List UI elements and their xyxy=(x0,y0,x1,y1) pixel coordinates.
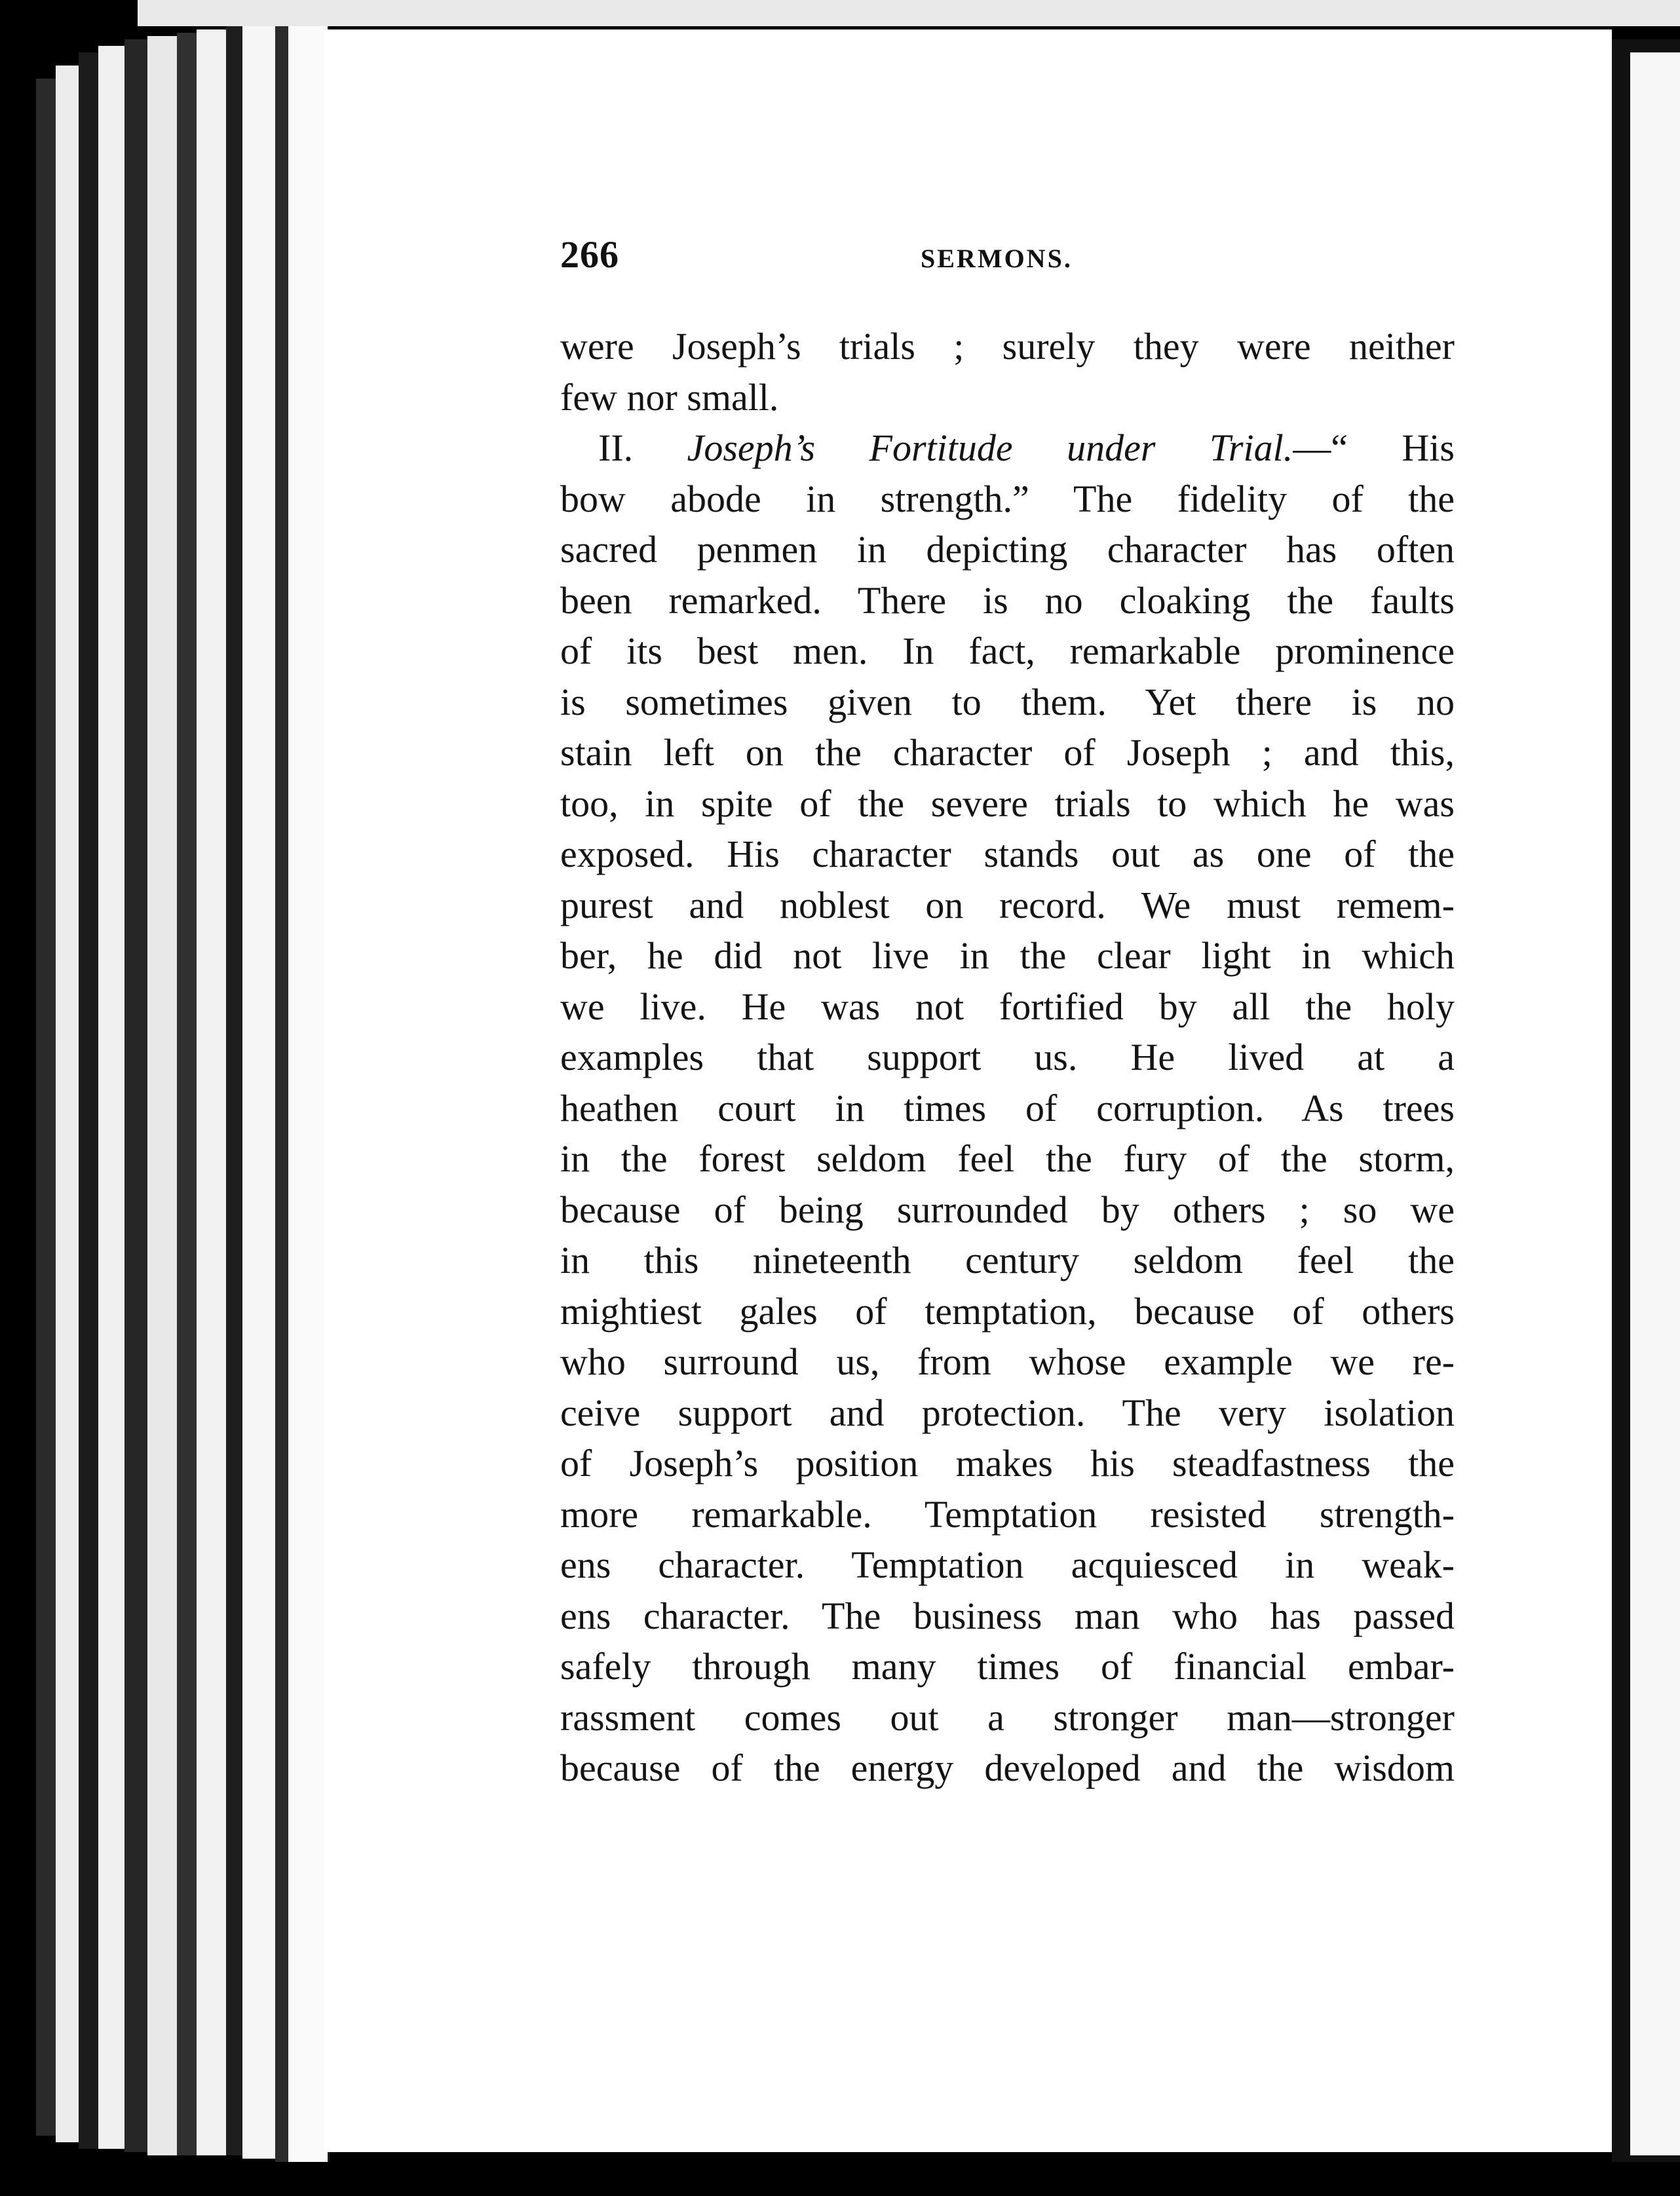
text-line: sacred penmen in depicting character has often xyxy=(560,528,1455,571)
top-page-edge xyxy=(138,0,1680,26)
text-line: too, in spite of the severe trials to which he was xyxy=(560,782,1455,825)
page-header xyxy=(560,233,1412,292)
running-head: SERMONS. xyxy=(921,244,1073,273)
text-line: of Joseph’s position makes his steadfastness the xyxy=(560,1442,1455,1485)
text-line: who surround us, from whose example we re- xyxy=(560,1340,1455,1383)
text-line: ens character. Temptation acquiesced in weak- xyxy=(560,1543,1455,1586)
text-line: because of the energy developed and the wisdom xyxy=(560,1747,1455,1789)
text-line: examples that support us. He lived at a xyxy=(560,1036,1455,1078)
text-line: mightiest gales of temptation, because of others xyxy=(560,1289,1455,1333)
text-line: bow abode in strength.” The fidelity of the xyxy=(560,477,1455,520)
text-line: exposed. His character stands out as one of the xyxy=(560,833,1455,875)
text-line: ens character. The business man who has passed xyxy=(560,1594,1455,1637)
text-line: stain left on the character of Joseph ; and this, xyxy=(560,731,1455,774)
text-line: few nor small. xyxy=(560,375,779,419)
section-numeral: II. xyxy=(598,426,634,469)
section-heading-line xyxy=(560,423,1455,474)
text-line: safely through many times of financial embar- xyxy=(560,1645,1455,1688)
text-line: is sometimes given to them. Yet there is no xyxy=(560,680,1455,723)
text-line: because of being surrounded by others ; so we xyxy=(560,1188,1455,1231)
text-line: been remarked. There is no cloaking the faults xyxy=(560,578,1455,622)
text-line: were Joseph’s trials ; surely they were neither xyxy=(560,325,1455,368)
text-line: purest and noblest on record. We must remem- xyxy=(560,883,1455,926)
text-line: in the forest seldom feel the fury of the storm, xyxy=(560,1137,1455,1180)
body-text xyxy=(560,321,1455,1794)
page-number: 266 xyxy=(560,233,619,276)
text-line: more remarkable. Temptation resisted strength- xyxy=(560,1492,1455,1536)
page-stack-edge xyxy=(288,23,330,2162)
text-line: rassment comes out a stronger man—stronger xyxy=(560,1695,1455,1739)
text-line: ceive support and protection. The very isolation xyxy=(560,1391,1455,1434)
text-line: we live. He was not fortified by all the holy xyxy=(560,985,1455,1028)
section-line-rest: —“ His xyxy=(1293,426,1455,469)
text-line: in this nineteenth century seldom feel the xyxy=(560,1239,1455,1281)
text-line: ber, he did not live in the clear light in which xyxy=(560,934,1455,977)
text-line: heathen court in times of corruption. As trees xyxy=(560,1086,1455,1129)
section-heading: Joseph’s Fortitude under Trial. xyxy=(687,426,1293,469)
text-line: of its best men. In fact, remarkable prominence xyxy=(560,630,1455,672)
next-page-sliver xyxy=(1630,52,1680,2155)
